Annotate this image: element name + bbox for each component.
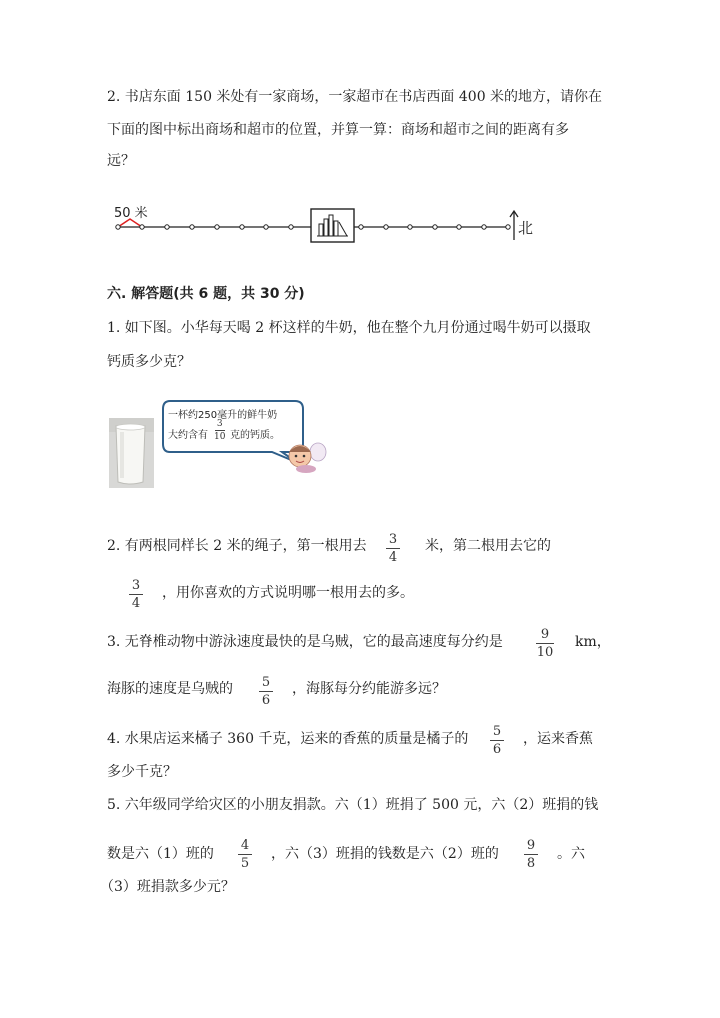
q5-line1: 5. 六年级同学给灾区的小朋友捐款。六（1）班捐了 500 元，六（2）班捐的钱: [107, 797, 599, 813]
q5-line2-b: ，六（3）班捐的钱数是六（2）班的: [271, 846, 499, 862]
north-arrow-icon: [510, 211, 518, 240]
q5-line3: （3）班捐款多少元？: [100, 879, 235, 895]
q3-fraction-1: [536, 627, 554, 660]
number-line-map: [105, 200, 545, 248]
q5-line2-c: 。六: [557, 846, 585, 862]
q2-map-line2: 下面的图中标出商场和超市的位置，并算一算：商场和超市之间的距离有多: [107, 122, 569, 138]
bookstore-icon: [311, 209, 354, 242]
q4-line2: 多少千克？: [107, 764, 177, 780]
q2-fraction-1: [386, 532, 400, 565]
cartoon-character-image: [282, 440, 328, 474]
q4-pre: 4. 水果店运来橘子 360 千克，运来的香蕉的质量是橘子的: [107, 731, 469, 747]
q3-line2-post: ，海豚每分约能游多远？: [292, 681, 446, 697]
bubble-line2-post: 克的钙质。: [230, 430, 280, 441]
q5-fraction-1: [238, 838, 252, 871]
q5-line2-a: 数是六（1）班的: [107, 846, 214, 862]
q5-frac2-den: 8: [526, 856, 536, 871]
q4-post: ，运来香蕉: [523, 731, 593, 747]
q2-map-line1: 2. 书店东面 150 米处有一家商场，一家超市在书店西面 400 米的地方，请你在: [107, 89, 603, 105]
north-label: 北: [518, 219, 534, 237]
bubble-frac-den: 10: [214, 432, 226, 442]
q1-line2: 钙质多少克？: [107, 354, 191, 370]
q5-frac1-den: 5: [240, 856, 250, 871]
q2-frac1-num: 3: [388, 532, 398, 547]
q2-map-line3: 远？: [107, 153, 135, 169]
q3-frac1-den: 10: [536, 645, 554, 660]
q2-fraction-2: [129, 578, 143, 611]
bubble-frac-num: 3: [216, 419, 223, 429]
q4-frac-num: 5: [492, 724, 502, 739]
q3-unit: km，: [575, 634, 611, 650]
q2-frac2-num: 3: [131, 578, 141, 593]
q3-fraction-2: [259, 675, 273, 708]
q3-pre: 3. 无脊椎动物中游泳速度最快的是乌贼，它的最高速度每分约是: [107, 634, 503, 650]
bubble-line1: 一杯约250毫升的鲜牛奶: [168, 410, 278, 421]
q3-frac1-num: 9: [540, 627, 550, 642]
bubble-fraction: [214, 419, 225, 442]
q5-frac2-num: 9: [526, 838, 536, 853]
q1-line1: 1. 如下图。小华每天喝 2 杯这样的牛奶，他在整个九月份通过喝牛奶可以摄取: [107, 320, 591, 336]
q5-fraction-2: [524, 838, 538, 871]
bubble-line2-pre: 大约含有: [168, 430, 208, 441]
q3-frac2-den: 6: [261, 693, 271, 708]
q2-pre: 2. 有两根同样长 2 米的绳子，第一根用去: [107, 538, 367, 554]
q3-frac2-num: 5: [261, 675, 271, 690]
q2-post: ，用你喜欢的方式说明哪一根用去的多。: [162, 585, 414, 601]
q2-mid: 米，第二根用去它的: [425, 538, 551, 554]
q4-fraction: [490, 724, 504, 757]
milk-glass-image: [109, 418, 154, 488]
q2-frac1-den: 4: [388, 550, 398, 565]
q4-frac-den: 6: [492, 742, 502, 757]
section-heading: 六. 解答题(共 6 题，共 30 分): [107, 286, 305, 302]
scale-label: 50 米: [114, 206, 148, 221]
q3-line2-pre: 海豚的速度是乌贼的: [107, 681, 233, 697]
q2-frac2-den: 4: [131, 596, 141, 611]
q5-frac1-num: 4: [240, 838, 250, 853]
